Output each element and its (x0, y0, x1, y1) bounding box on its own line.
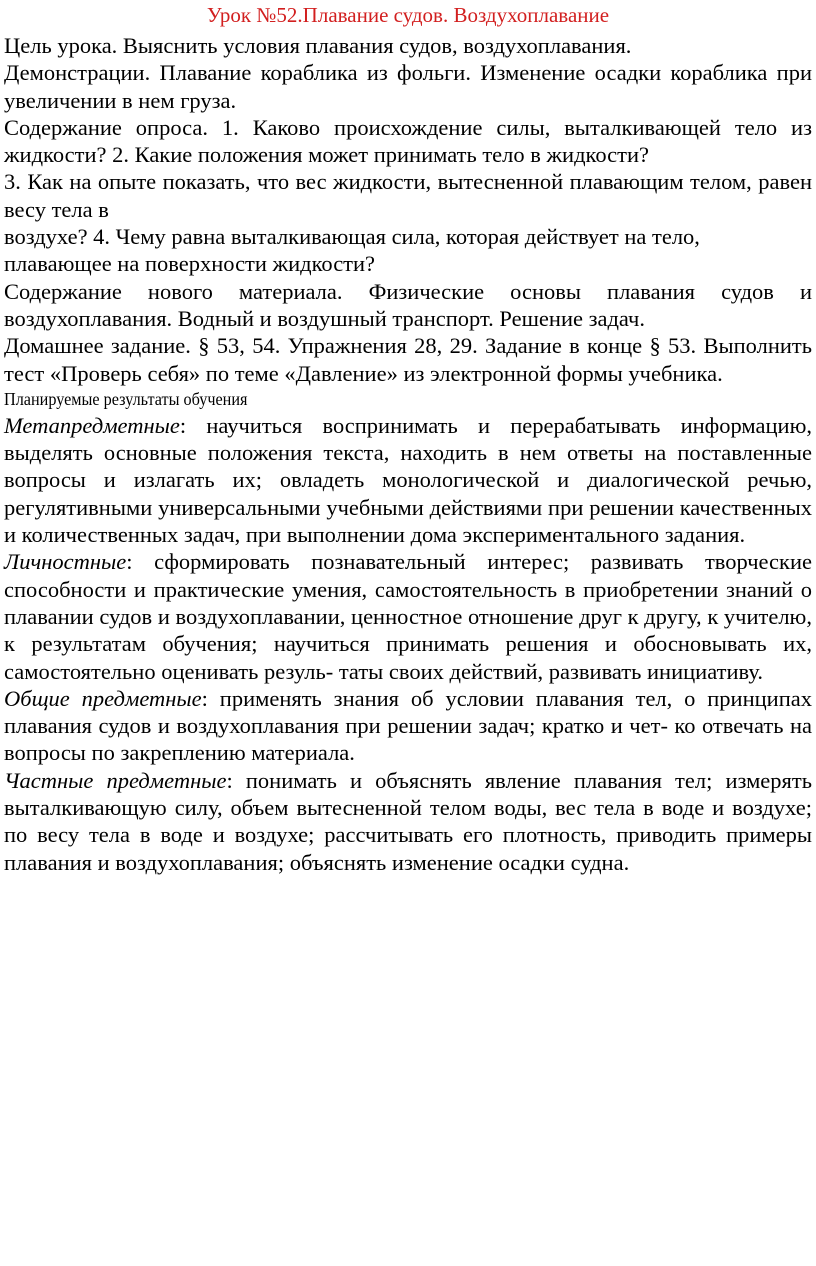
result-text: : научиться воспринимать и перерабатывать информацию, выделять основные положения текста, находить в нем ответы на поставленные вопросы и излагать их; овладеть монологической и диалогической речью, регулятивными универсальными учебными действиями при решении качественных и количественных задач, при выполнении дома экспериментального задания. (4, 412, 812, 548)
result-label: Метапредметные (4, 412, 180, 438)
new-material: Содержание нового материала. Физические основы плавания судов и воздухоплавания. Водный и воздушный транспорт. Решение задач. (4, 278, 812, 331)
result-personal (4, 548, 812, 684)
survey-question-3: 3. Как на опыте показать, что вес жидкости, вытесненной плавающим телом, равен весу тела в (4, 169, 812, 222)
lesson-goal: Цель урока. Выяснить условия плавания судов, воздухоплавания. (4, 33, 632, 58)
result-metasubject (4, 412, 812, 548)
results-heading: Планируемые результаты обучения (4, 388, 248, 409)
result-text: : понимать и объяснять явление плавания тел; измерять выталкивающую силу, объем вытесненной телом воды, вес тела в воде и воздухе; по весу тела в воде и воздухе; рассчитывать его плотность, приводить примеры плавания и воздухоплавания; объяснять изменение осадки судна. (4, 767, 812, 875)
result-label: Общие предметные (4, 685, 202, 711)
result-text: : применять знания об условии плавания тел, о принципах плавания судов и воздухоплавания при решении задач; кратко и чет- ко отвечать на вопросы по закреплению материала. (4, 685, 812, 766)
survey-content: Содержание опроса. 1. Каково происхождение силы, выталкивающей тело из жидкости? 2. Какие положения может принимать тело в жидкости? (4, 114, 812, 168)
result-text: : сформировать познавательный интерес; развивать творческие способности и практические умения, самостоятельность в приобретении знаний о плавании судов и воздухоплавании, ценностное отношение друг к другу, к учителю, к результатам обучения; научиться принимать решения и обосновывать их, самостоятельно оценивать резуль- таты своих действий, развивать инициативу. (4, 549, 812, 684)
result-label: Частные предметные (4, 767, 227, 793)
lesson-title: Урок №52.Плавание судов. Воздухоплавание (206, 3, 610, 27)
homework: Домашнее задание. § 53, 54. Упражнения 28, 29. Задание в конце § 53. Выполнить тест «Проверь себя» по теме «Давление» из электронной формы учебника. (4, 333, 812, 386)
result-label: Личностные (4, 549, 127, 575)
demonstrations: Демонстрации. Плавание кораблика из фольги. Изменение осадки кораблика при увеличении в нем груза. (4, 60, 812, 113)
result-general-subject (4, 685, 812, 767)
survey-question-4: воздухе? 4. Чему равна выталкивающая сила, которая действует на тело, плавающее на поверхности жидкости? (4, 224, 700, 277)
result-specific-subject (4, 767, 812, 876)
